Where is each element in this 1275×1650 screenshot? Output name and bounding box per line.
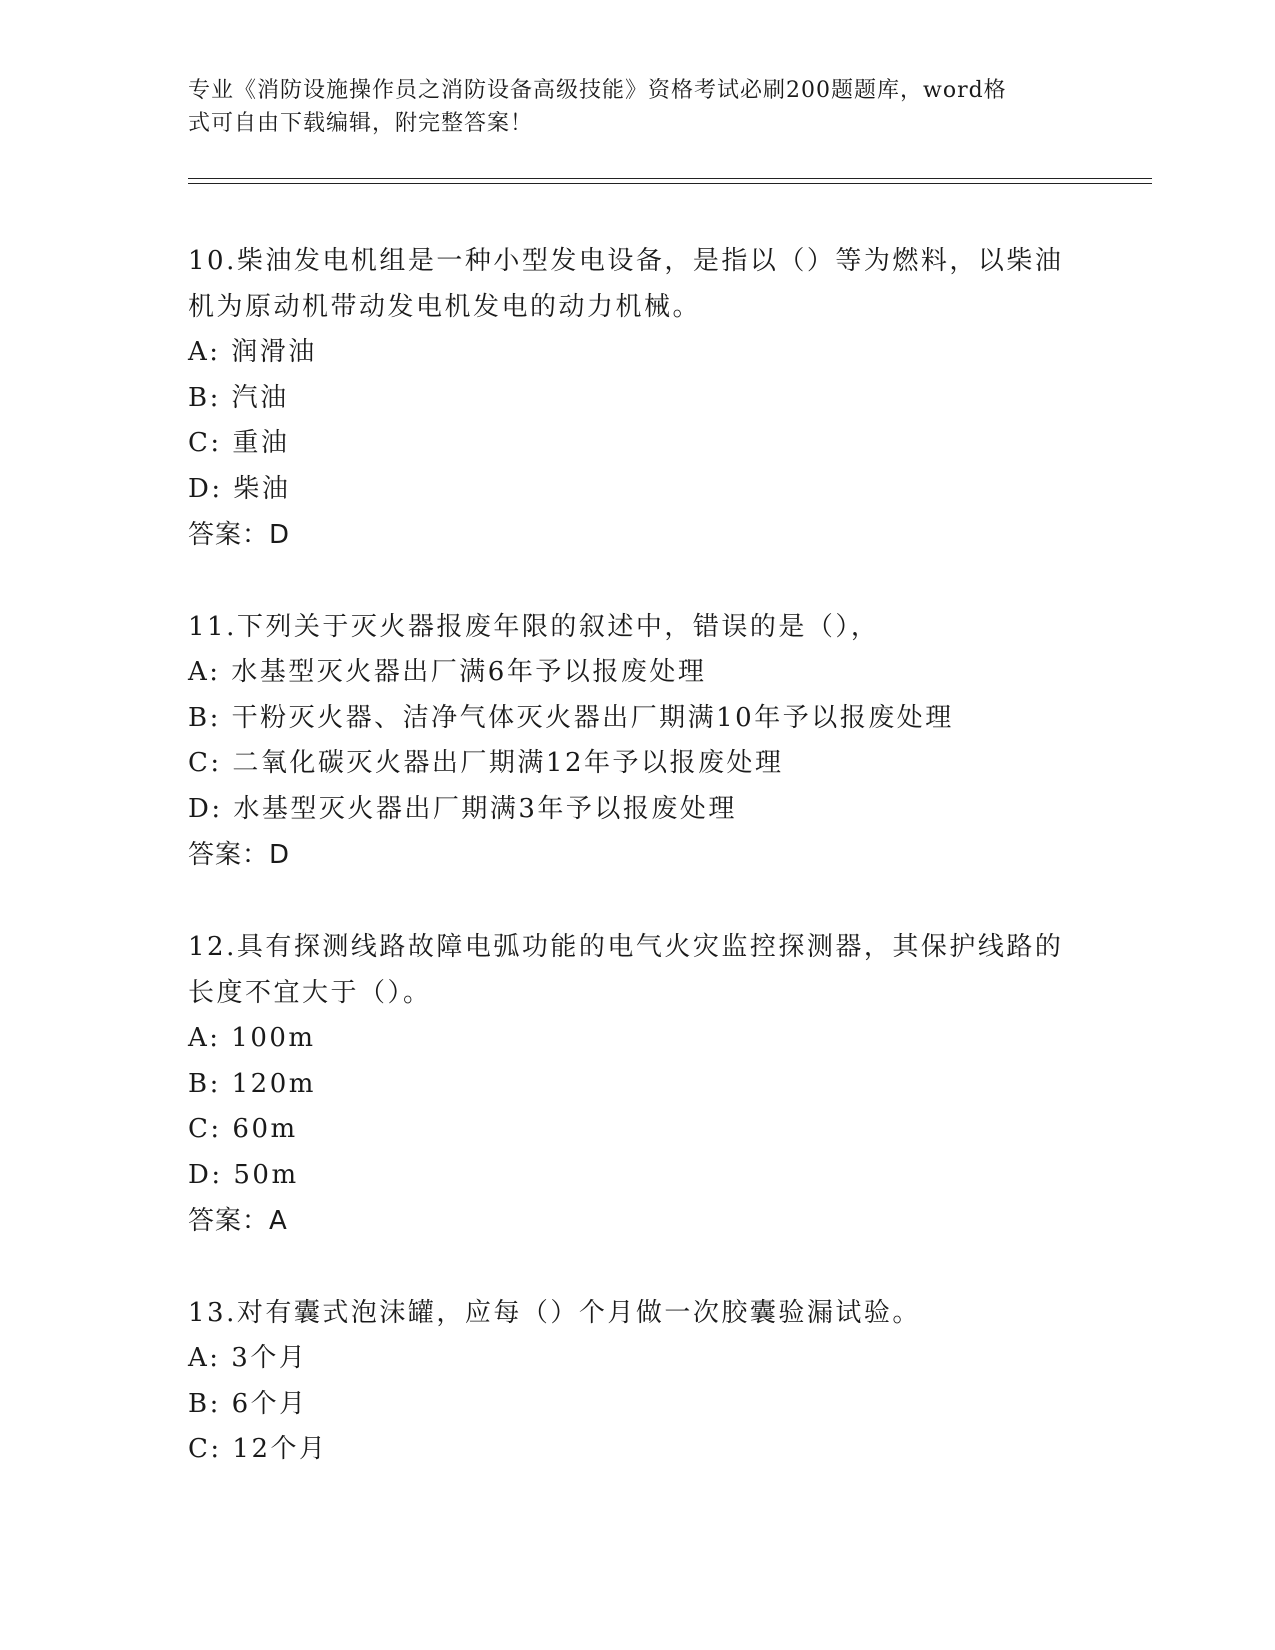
question-11 bbox=[188, 604, 1088, 878]
question-stem: 12.具有探测线路故障电弧功能的电气火灾监控探测器，其保护线路的 bbox=[188, 932, 1064, 962]
question-stem-continued: 长度不宜大于（）。 bbox=[188, 978, 432, 1008]
option-d: D: 50m bbox=[188, 1159, 299, 1190]
header-divider-bottom bbox=[188, 183, 1152, 184]
option-d: D: 水基型灭火器出厂期满3年予以报废处理 bbox=[188, 793, 737, 824]
question-stem: 11.下列关于灭火器报废年限的叙述中，错误的是（）， bbox=[188, 612, 880, 642]
option-b: B: 干粉灭火器、洁净气体灭火器出厂期满10年予以报废处理 bbox=[188, 702, 954, 733]
question-13 bbox=[188, 1290, 1088, 1473]
option-c: C: 12个月 bbox=[188, 1434, 328, 1464]
option-a: A: 润滑油 bbox=[188, 337, 317, 367]
option-b: B: 6个月 bbox=[188, 1388, 308, 1419]
answer: 答案：D bbox=[188, 520, 291, 550]
option-b: B: 120m bbox=[188, 1068, 316, 1099]
question-list bbox=[188, 238, 1088, 1519]
answer: 答案：A bbox=[188, 1206, 288, 1236]
document-header bbox=[188, 74, 1068, 140]
option-c: C: 重油 bbox=[188, 428, 290, 458]
option-c: C: 60m bbox=[188, 1114, 298, 1144]
question-12 bbox=[188, 924, 1088, 1244]
option-b: B: 汽油 bbox=[188, 382, 289, 413]
option-a: A: 3个月 bbox=[188, 1343, 308, 1373]
question-stem: 10.柴油发电机组是一种小型发电设备，是指以（）等为燃料，以柴油 bbox=[188, 246, 1064, 276]
question-stem: 13.对有囊式泡沫罐，应每（）个月做一次胶囊验漏试验。 bbox=[188, 1298, 921, 1328]
header-line-1: 专业《消防设施操作员之消防设备高级技能》资格考试必刷200题题库，word格 bbox=[188, 78, 1007, 103]
option-a: A: 水基型灭火器出厂满6年予以报废处理 bbox=[188, 657, 707, 687]
question-10 bbox=[188, 238, 1088, 558]
option-c: C: 二氧化碳灭火器出厂期满12年予以报废处理 bbox=[188, 748, 784, 778]
option-a: A: 100m bbox=[188, 1023, 316, 1053]
header-line-2: 式可自由下载编辑，附完整答案！ bbox=[188, 111, 534, 136]
option-d: D: 柴油 bbox=[188, 473, 291, 504]
header-divider-top bbox=[188, 178, 1152, 179]
question-stem-continued: 机为原动机带动发电机发电的动力机械。 bbox=[188, 292, 702, 322]
answer: 答案：D bbox=[188, 840, 291, 870]
